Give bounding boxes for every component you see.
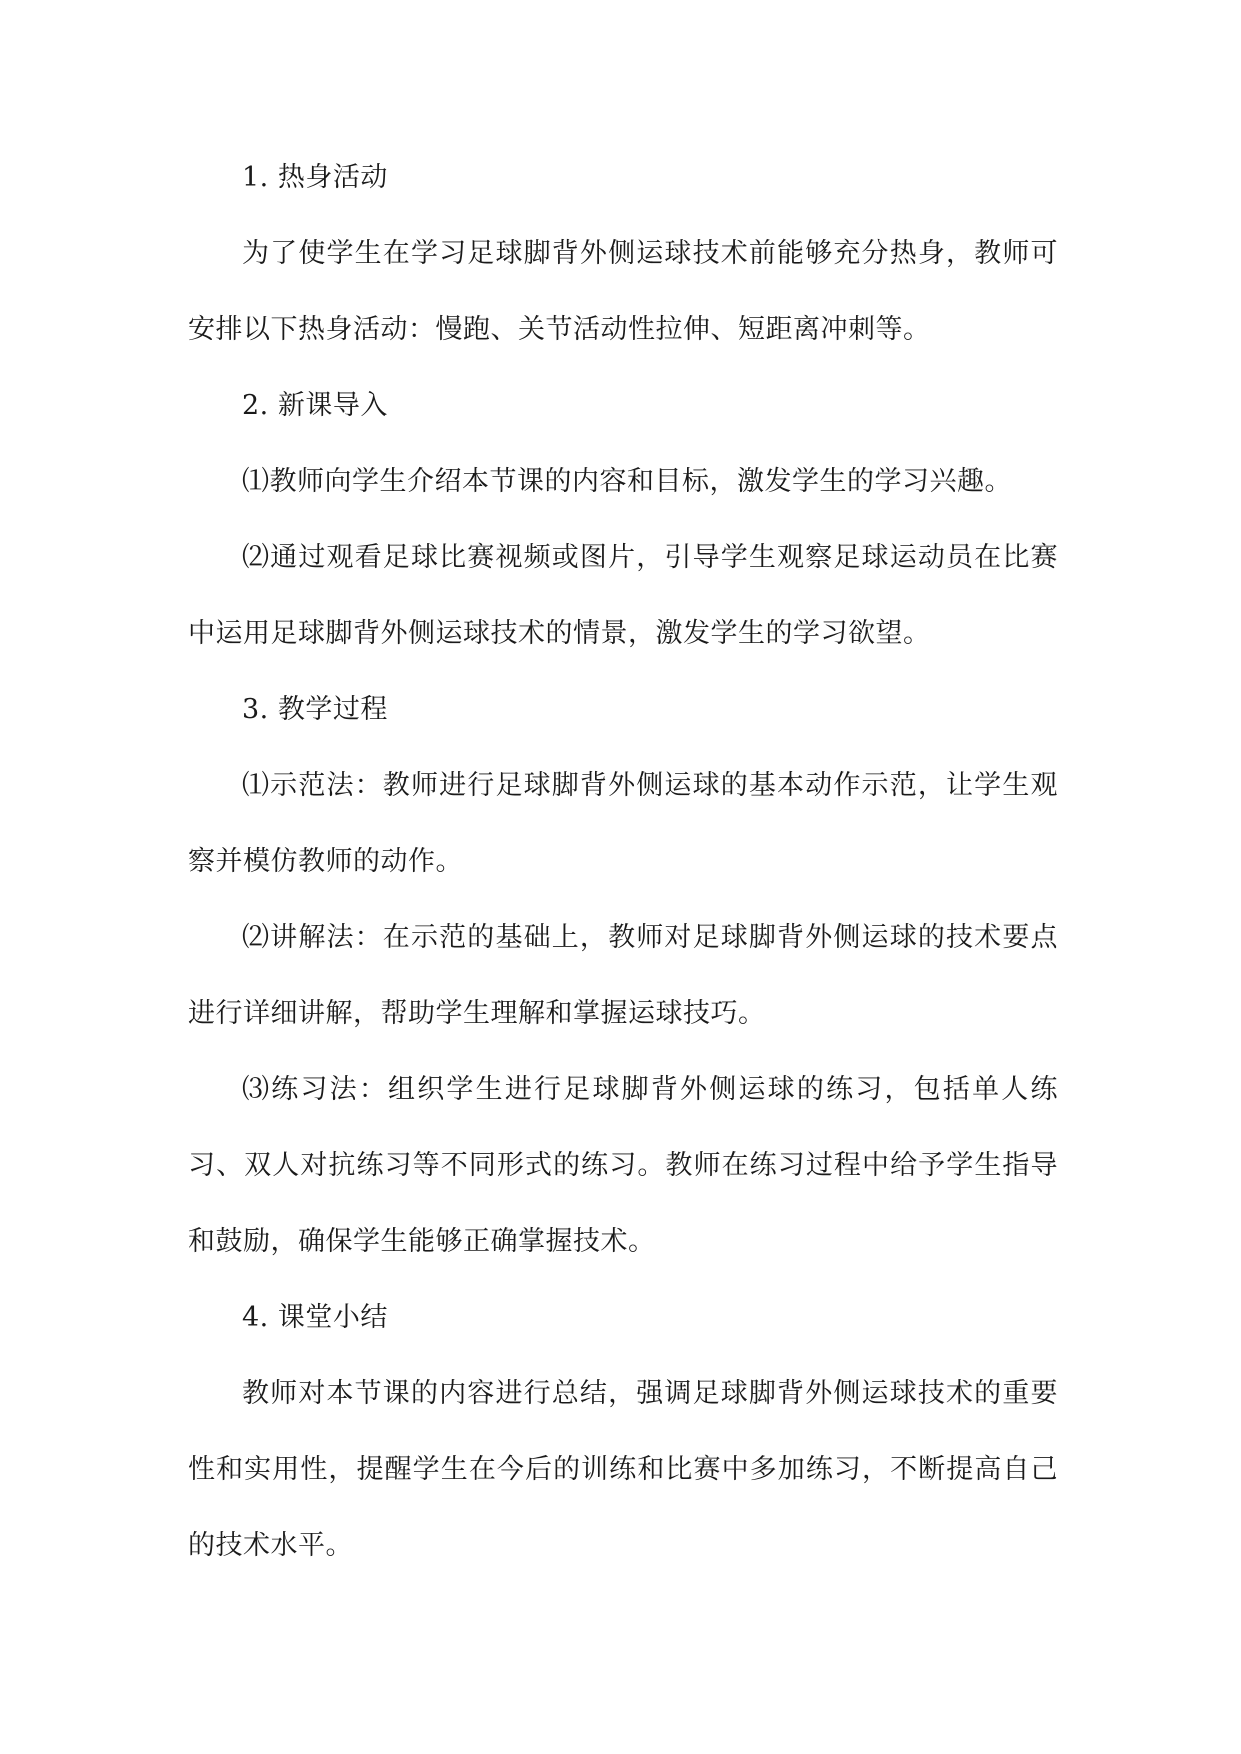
- document-body: [188, 140, 1058, 1584]
- section-heading-teaching-process: 3. 教学过程: [242, 694, 388, 725]
- section-heading-introduction: 2. 新课导入: [242, 390, 388, 421]
- section-heading-warmup: 1. 热身活动: [242, 162, 388, 193]
- paragraph-explanation: ⑵讲解法：在示范的基础上，教师对足球脚背外侧运球的技术要点进行详细讲解，帮助学生理解和掌握运球技巧。: [188, 922, 1058, 1029]
- section-heading-summary: 4. 课堂小结: [242, 1302, 388, 1333]
- paragraph-warmup: 为了使学生在学习足球脚背外侧运球技术前能够充分热身，教师可安排以下热身活动：慢跑、关节活动性拉伸、短距离冲刺等。: [188, 238, 1058, 345]
- paragraph-practice: ⑶练习法：组织学生进行足球脚背外侧运球的练习，包括单人练习、双人对抗练习等不同形式的练习。教师在练习过程中给予学生指导和鼓励，确保学生能够正确掌握技术。: [188, 1074, 1058, 1257]
- paragraph-demonstration: ⑴示范法：教师进行足球脚背外侧运球的基本动作示范，让学生观察并模仿教师的动作。: [188, 770, 1058, 877]
- paragraph-introduction-2: ⑵通过观看足球比赛视频或图片，引导学生观察足球运动员在比赛中运用足球脚背外侧运球技术的情景，激发学生的学习欲望。: [188, 542, 1058, 649]
- paragraph-introduction-1: ⑴教师向学生介绍本节课的内容和目标，激发学生的学习兴趣。: [242, 466, 1012, 497]
- paragraph-summary: 教师对本节课的内容进行总结，强调足球脚背外侧运球技术的重要性和实用性，提醒学生在今后的训练和比赛中多加练习，不断提高自己的技术水平。: [188, 1378, 1058, 1561]
